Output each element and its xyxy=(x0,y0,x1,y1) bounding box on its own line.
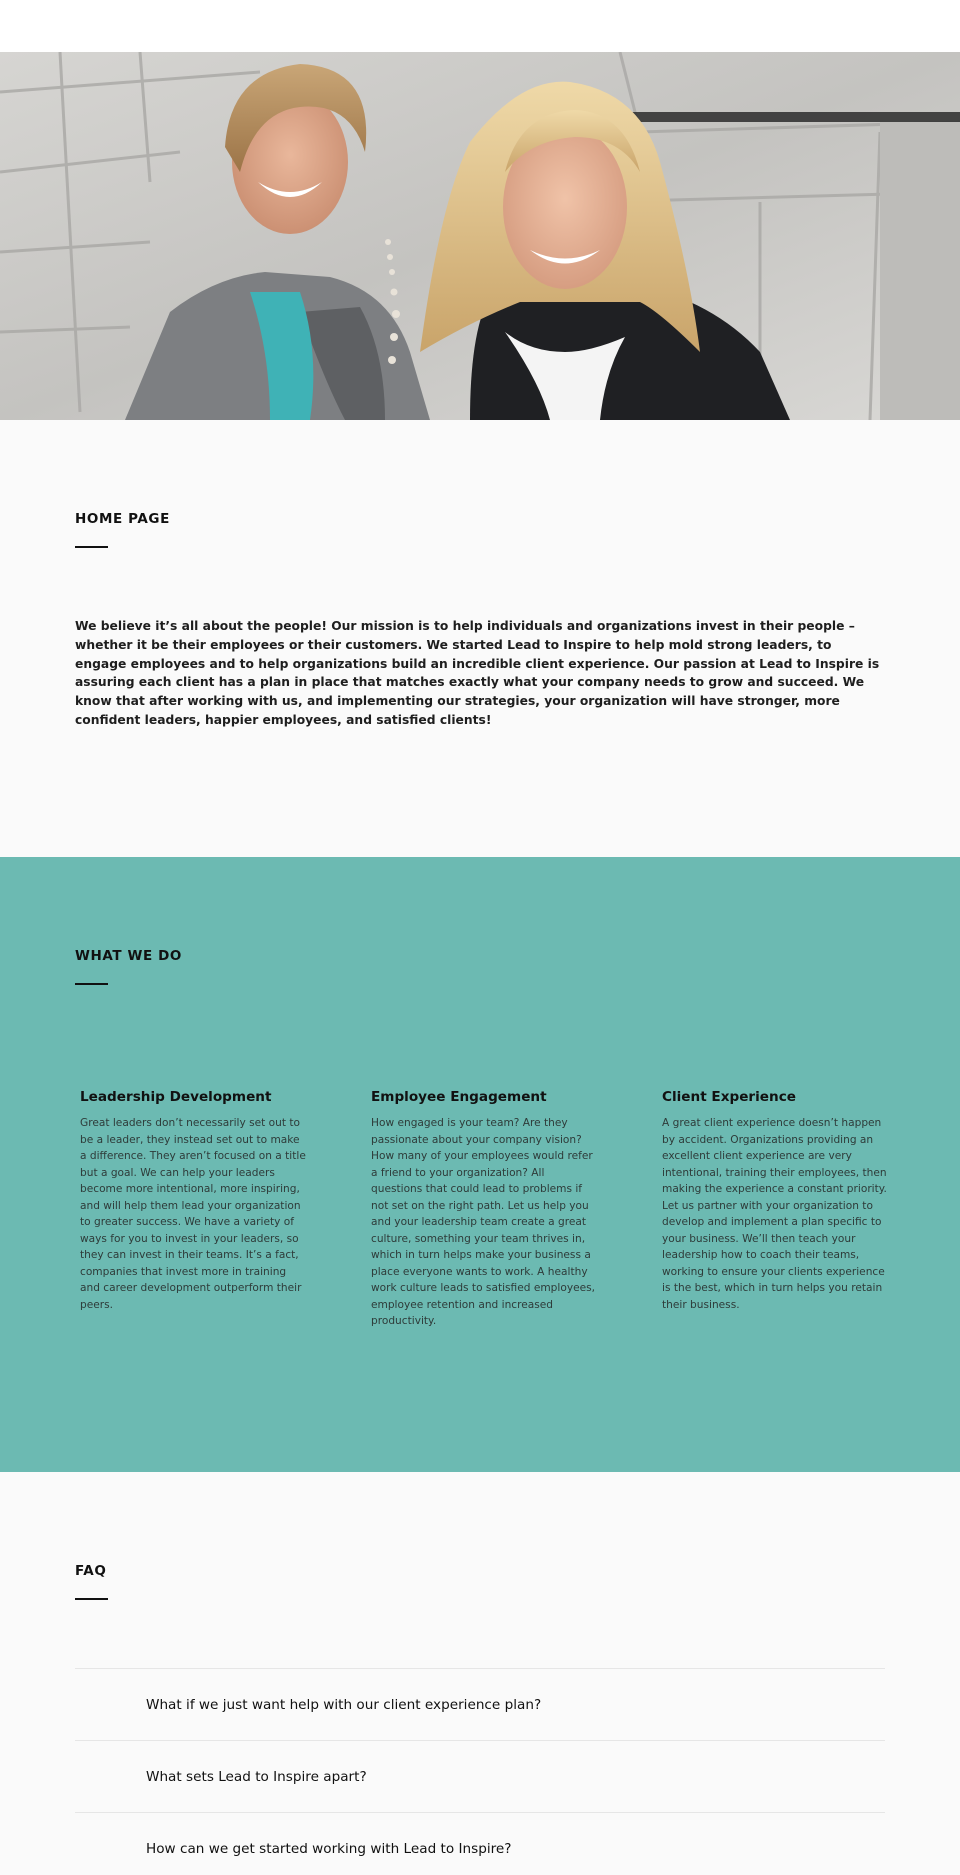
heading-divider xyxy=(75,1598,108,1600)
service-description: Great leaders don’t necessarily set out to be a leader, they instead set out to make a difference. They aren’t focused on a title but a goal. We can help your leaders become more intentional, more inspiring, and will help them lead your organization to greater success. We have a variety of ways for you to invest in your leaders, so they can invest in their teams. It’s a fact, companies that invest more in training and career development outperform their peers. xyxy=(80,1117,306,1311)
faq-item[interactable] xyxy=(75,1812,885,1875)
mission-paragraph: We believe it’s all about the people! Our mission is to help individuals and organizations invest in their people – whether it be their employees or their customers. We started Lead to Inspire to help mold strong leaders, to engage employees and to help organizations build an incredible client experience. Our passion at Lead to Inspire is assuring each client has a plan in place that matches exactly what your company needs to grow and succeed. We know that after working with us, and implementing our strategies, your organization will have stronger, more confident leaders, happier employees, and satisfied clients! xyxy=(75,619,880,727)
faq-section xyxy=(0,1472,960,1875)
service-leadership-development xyxy=(80,1089,308,1313)
home-section xyxy=(0,420,960,857)
home-heading: HOME PAGE xyxy=(75,511,170,527)
faq-heading: FAQ xyxy=(75,1563,107,1579)
service-title: Leadership Development xyxy=(80,1089,272,1105)
faq-item[interactable] xyxy=(75,1740,885,1812)
heading-divider xyxy=(75,983,108,985)
faq-question[interactable]: What if we just want help with our client experience plan? xyxy=(146,1696,542,1713)
site-header xyxy=(0,0,960,52)
service-title: Employee Engagement xyxy=(371,1089,547,1105)
what-we-do-section xyxy=(0,857,960,1472)
what-we-do-heading: WHAT WE DO xyxy=(75,948,182,964)
service-employee-engagement xyxy=(371,1089,599,1330)
service-client-experience xyxy=(662,1089,890,1313)
hero-photo xyxy=(0,52,960,420)
heading-divider xyxy=(75,546,108,548)
faq-list xyxy=(75,1668,885,1875)
service-title: Client Experience xyxy=(662,1089,796,1105)
faq-question[interactable]: What sets Lead to Inspire apart? xyxy=(146,1768,367,1785)
faq-question[interactable]: How can we get started working with Lead to Inspire? xyxy=(146,1840,512,1857)
faq-item[interactable] xyxy=(75,1668,885,1740)
service-description: How engaged is your team? Are they passionate about your company vision? How many of your employees would refer a friend to your organization? All questions that could lead to problems if not set on the right path. Let us help you and your leadership team create a great culture, something your team thrives in, which in turn helps make your business a place everyone wants to work. A healthy work culture leads to satisfied employees, employee retention and increased productivity. xyxy=(371,1117,596,1327)
service-description: A great client experience doesn’t happen by accident. Organizations providing an excellent client experience are very intentional, training their employees, then making the experience a constant priority. Let us partner with your organization to develop and implement a plan specific to your business. We’ll then teach your leadership how to coach their teams, working to ensure your clients experience is the best, which in turn helps you retain their business. xyxy=(662,1117,887,1311)
